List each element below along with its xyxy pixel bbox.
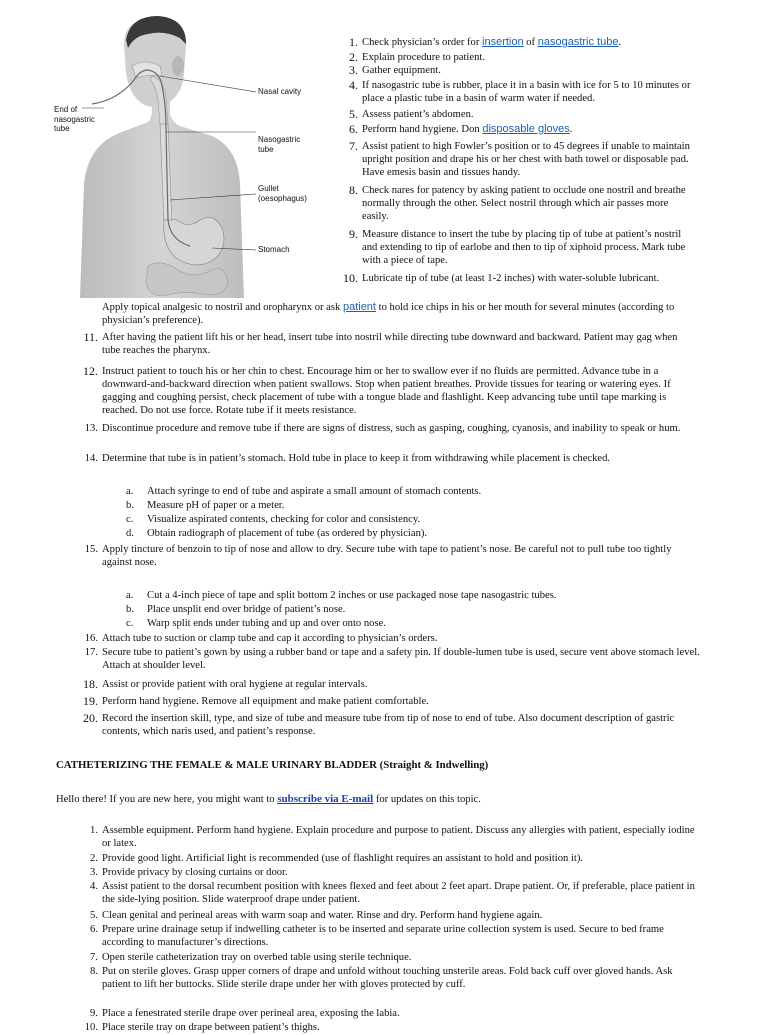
step-number: 11. xyxy=(83,330,98,344)
substep-letter: b. xyxy=(126,500,134,511)
step-number: 17. xyxy=(84,647,98,658)
step-number: 4. xyxy=(90,881,98,892)
step-12 xyxy=(83,364,698,422)
step-number: 13. xyxy=(84,423,98,434)
substep-text: Obtain radiograph of placement of tube (as ordered by physician). xyxy=(147,528,428,539)
step-15-substeps xyxy=(126,589,687,631)
step-text: Explain procedure to patient. xyxy=(362,52,485,63)
cath-step-2 xyxy=(90,852,700,866)
step-number: 3. xyxy=(90,867,98,878)
insertion-link[interactable]: insertion xyxy=(482,36,524,48)
substep-letter: c. xyxy=(126,514,134,525)
step-9 xyxy=(349,227,694,272)
label-end-of-tube: End of nasogastric tube xyxy=(54,105,95,133)
step-number: 5. xyxy=(349,107,358,121)
step-5 xyxy=(349,107,694,123)
step-number: 9. xyxy=(349,227,358,241)
substep-letter: c. xyxy=(126,618,134,629)
disposable-gloves-link[interactable]: disposable gloves xyxy=(482,123,570,135)
cath-step-5 xyxy=(90,909,700,923)
step-text: Check nares for patency by asking patient to occlude one nostril and breathe normally through the other. Select nostril through which air passes more easily. xyxy=(362,185,686,223)
substep-letter: d. xyxy=(126,528,134,539)
step-text: Assist patient to high Fowler’s position or to 45 degrees if unable to maintain upright position and drape his or her chest with bath towel or disposable pad. Have emesis basin and tissues handy. xyxy=(362,141,690,179)
step-number: 15. xyxy=(84,544,98,555)
step-text: Instruct patient to touch his or her chin to chest. Encourage him or her to swallow ever if no fluids are permitted. Advance tube in a downward-and-backward direction when patient swallows. Stop when patient breathes. Provide tissues for tearing or watering eyes. If gagging and coughing persist, check placement of tube with a tongue blade and flashlight. Keep advancing tube until tape marking is reached. Do not use force. Rotate tube if it meets resistance. xyxy=(102,366,671,417)
step-text: Discontinue procedure and remove tube if there are signs of distress, such as gasping, coughing, cyanosis, and inability to speak or hum. xyxy=(102,423,681,434)
nasogastric-tube-link[interactable]: nasogastric tube xyxy=(537,36,619,48)
step-text: Perform hand hygiene. Remove all equipment and make patient comfortable. xyxy=(102,696,429,707)
label-nasal-cavity: Nasal cavity xyxy=(258,87,302,96)
cath-step-6 xyxy=(90,923,700,951)
step-number: 8. xyxy=(349,183,358,197)
step-text: to hold ice chips in his or her mouth for several minutes (according to physician’s preference). xyxy=(102,302,675,327)
substep-c xyxy=(126,513,687,527)
step-8 xyxy=(349,183,694,228)
step-number: 4. xyxy=(349,78,358,92)
step-text: Gather equipment. xyxy=(362,65,441,76)
cath-step-9 xyxy=(90,1007,700,1021)
step-text: Measure distance to insert the tube by placing tip of tube at patient’s nostril and extending to tip of earlobe and then to tip of xiphoid process. Mark tube with a piece of tape. xyxy=(362,229,686,267)
step-number: 2. xyxy=(90,853,98,864)
step-text: Attach tube to suction or clamp tube and cap it according to physician’s orders. xyxy=(102,633,438,644)
step-number: 10. xyxy=(84,1022,98,1033)
cath-step-1 xyxy=(90,824,700,852)
step-6 xyxy=(349,122,694,140)
cath-step-10 xyxy=(84,1021,700,1035)
substep-b xyxy=(126,499,687,513)
step-7 xyxy=(349,139,694,184)
substep-d xyxy=(126,527,687,541)
step-text: Record the insertion skill, type, and size of tube and measure tube from tip of nose to end of tube. Also document description of gastric contents, which naris used, and patient’s response. xyxy=(102,713,675,738)
step-number: 19. xyxy=(83,694,98,708)
substep-letter: b. xyxy=(126,604,134,615)
step-number: 14. xyxy=(84,453,98,464)
step-10-continuation xyxy=(102,301,702,327)
step-text: Check physician’s order for xyxy=(362,37,483,48)
substep-text: Measure pH of paper or a meter. xyxy=(147,500,285,511)
step-text: Assist or provide patient with oral hygiene at regular intervals. xyxy=(102,679,368,690)
step-number: 10. xyxy=(343,271,358,285)
step-number: 7. xyxy=(349,139,358,153)
step-text: of xyxy=(523,37,538,48)
label-nasogastric-tube: Nasogastric tube xyxy=(258,135,301,154)
step-text: Apply topical analgesic to nostril and oropharynx or ask xyxy=(102,302,343,313)
step-text: Lubricate tip of tube (at least 1-2 inches) with water-soluble lubricant. xyxy=(362,273,660,284)
substep-text: Cut a 4-inch piece of tape and split bottom 2 inches or use packaged nose tape nasogastric tubes. xyxy=(147,590,557,601)
substep-b xyxy=(126,603,687,617)
step-text: Assist patient to the dorsal recumbent position with knees flexed and feet about 2 feet apart. Drape patient. Or, if preferable, place patient in the side-lying position. Slide waterproof drape under patient. xyxy=(102,881,695,906)
ng-steps-top xyxy=(343,35,694,286)
intro-suffix: for updates on this topic. xyxy=(373,794,481,805)
step-19 xyxy=(83,694,700,712)
substep-text: Place unsplit end over bridge of patient’s nose. xyxy=(147,604,346,615)
step-text: After having the patient lift his or her head, insert tube into nostril while directing tube downward and backward. Patient may gag when tube reaches the pharynx. xyxy=(102,332,678,357)
nasogastric-tube-diagram xyxy=(52,14,320,298)
step-number: 3. xyxy=(349,63,358,77)
step-2 xyxy=(349,50,694,64)
cath-step-8 xyxy=(90,965,700,1007)
step-number: 18. xyxy=(83,677,98,691)
substep-text: Warp split ends under tubing and up and over onto nose. xyxy=(147,618,386,629)
step-number: 7. xyxy=(90,952,98,963)
label-gullet: Gullet (oesophagus) xyxy=(258,184,307,203)
step-number: 8. xyxy=(90,966,98,977)
step-text: Provide privacy by closing curtains or door. xyxy=(102,867,288,878)
step-text: Clean genital and perineal areas with warm soap and water. Rinse and dry. Perform hand hygiene again. xyxy=(102,910,543,921)
step-text: Open sterile catheterization tray on overbed table using sterile technique. xyxy=(102,952,412,963)
step-4 xyxy=(349,78,694,108)
step-18 xyxy=(83,677,700,695)
step-11 xyxy=(83,330,698,365)
cath-step-4 xyxy=(90,880,700,909)
step-17 xyxy=(84,646,700,678)
step-number: 5. xyxy=(90,910,98,921)
cath-step-3 xyxy=(90,866,700,880)
catheter-steps xyxy=(84,824,700,1035)
substep-text: Visualize aspirated contents, checking for color and consistency. xyxy=(147,514,421,525)
substep-text: Attach syringe to end of tube and aspirate a small amount of stomach contents. xyxy=(147,486,482,497)
label-stomach: Stomach xyxy=(258,245,290,254)
ng-step-15 xyxy=(84,543,698,569)
intro-prefix: Hello there! If you are new here, you might want to xyxy=(56,794,278,805)
patient-link[interactable]: patient xyxy=(342,301,376,313)
step-text: Secure tube to patient’s gown by using a rubber band or tape and a safety pin. If double-lumen tube is used, secure vent above stomach level. Attach at shoulder level. xyxy=(102,647,700,672)
step-14-substeps xyxy=(126,485,687,541)
step-text: Determine that tube is in patient’s stomach. Hold tube in place to keep it from withdrawing while placement is checked. xyxy=(102,453,611,464)
step-text: Assemble equipment. Perform hand hygiene. Explain procedure and purpose to patient. Discuss any allergies with patient, especially iodine or latex. xyxy=(102,825,695,850)
step-text: . xyxy=(569,124,573,135)
section-heading: CATHETERIZING THE FEMALE & MALE URINARY BLADDER (Straight & Indwelling) xyxy=(56,759,489,771)
substep-letter: a. xyxy=(126,486,134,497)
anatomy-illustration xyxy=(52,14,320,298)
step-text: If nasogastric tube is rubber, place it in a basin with ice for 5 to 10 minutes or place a plastic tube in a basin of warm water if needed. xyxy=(362,80,691,105)
step-number: 20. xyxy=(83,711,98,725)
step-14 xyxy=(84,452,698,466)
subscribe-email-link[interactable]: subscribe via E-mail xyxy=(277,793,374,805)
step-number: 12. xyxy=(83,364,98,378)
step-10 xyxy=(343,271,694,286)
step-13 xyxy=(84,422,698,452)
step-number: 2. xyxy=(349,50,358,64)
step-number: 1. xyxy=(349,35,358,49)
step-text: Place a fenestrated sterile drape over perineal area, exposing the labia. xyxy=(102,1008,400,1019)
intro-text xyxy=(56,793,481,806)
step-text: Place sterile tray on drape between patient’s thighs. xyxy=(102,1022,320,1033)
step-number: 6. xyxy=(349,122,358,136)
substep-a xyxy=(126,589,687,603)
substep-letter: a. xyxy=(126,590,134,601)
step-number: 1. xyxy=(90,825,98,836)
step-16 xyxy=(84,632,700,646)
step-15 xyxy=(84,543,698,569)
substep-c xyxy=(126,617,687,631)
substep-a xyxy=(126,485,687,499)
step-text: Apply tincture of benzoin to tip of nose and allow to dry. Secure tube with tape to patient’s nose. Be careful not to pull tube too tightly against nose. xyxy=(102,544,672,569)
step-text: Put on sterile gloves. Grasp upper corners of drape and unfold without touching unsterile areas. Fold back cuff over gloved hands. Ask patient to lift her buttocks. Slide sterile drape under her with gloves protected by cuff. xyxy=(102,966,673,991)
step-text: Assess patient’s abdomen. xyxy=(362,109,474,120)
step-20 xyxy=(83,711,700,738)
step-text: Provide good light. Artificial light is recommended (use of flashlight requires an assistant to hold and position it). xyxy=(102,853,584,864)
cath-step-7 xyxy=(90,951,700,965)
step-text: Perform hand hygiene. Don xyxy=(362,124,483,135)
step-text: . xyxy=(618,37,622,48)
step-1 xyxy=(349,35,694,51)
ng-steps-late xyxy=(83,632,700,738)
ng-steps-main xyxy=(83,330,698,466)
step-text: Prepare urine drainage setup if indwelling catheter is to be inserted and separate urine collection system is used. Secure to bed frame according to manufacturer’s directions. xyxy=(102,924,664,949)
step-number: 9. xyxy=(90,1008,98,1019)
step-3 xyxy=(349,63,694,79)
step-number: 6. xyxy=(90,924,98,935)
step-number: 16. xyxy=(84,633,98,644)
